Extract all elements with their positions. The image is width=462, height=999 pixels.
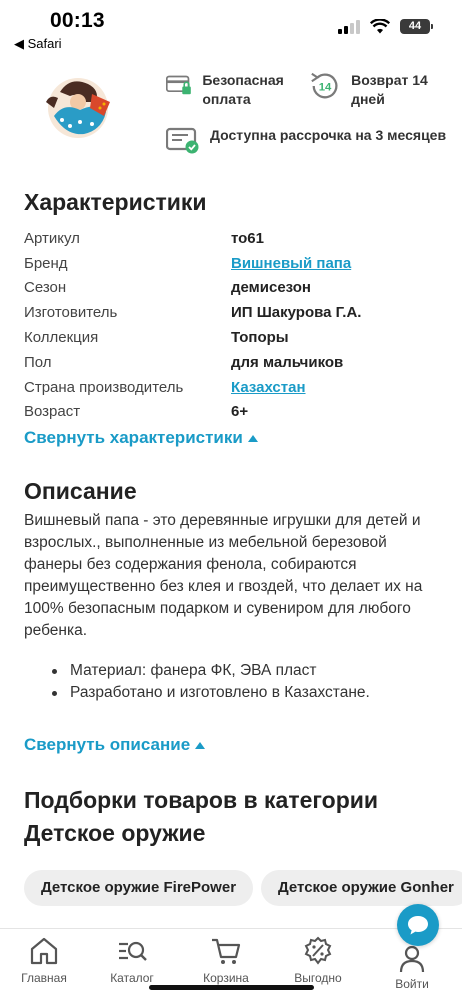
- return-badge-number: 14: [318, 81, 332, 94]
- clock: 00:13: [50, 9, 105, 32]
- char-row-brand: [24, 251, 444, 276]
- list-item: Материал: фанера ФК, ЭВА пласт: [52, 660, 452, 682]
- discount-badge-icon: [302, 935, 334, 967]
- description-text: Вишневый папа - это деревянные игрушки для детей и взрослых., выполненные из мебельной березовой фанеры без содержания фенола, собираются преимущественно без клея и гвоздей, что делает их на 100% безопасным подарком и сувениром для любого ребенка.: [24, 512, 423, 639]
- status-bar: [0, 0, 462, 56]
- perk-installment-label: Доступна рассрочка на 3 месяцев: [210, 127, 447, 143]
- tab-deals[interactable]: [278, 935, 358, 985]
- tab-catalog-label: Каталог: [110, 971, 154, 985]
- tab-cart[interactable]: [186, 935, 266, 985]
- user-icon: [396, 943, 428, 973]
- collection-chips: [24, 870, 462, 906]
- tab-deals-label: Выгодно: [294, 971, 342, 985]
- perk-installment: [166, 126, 456, 154]
- char-row-season: [24, 276, 444, 301]
- collection-chip[interactable]: Детское оружие Gonher: [261, 870, 462, 906]
- status-icons: [338, 19, 430, 34]
- tab-login[interactable]: [372, 943, 452, 991]
- tab-home[interactable]: [4, 935, 84, 985]
- char-key: Коллекция: [24, 329, 99, 347]
- tab-home-label: Главная: [21, 971, 67, 985]
- char-row-article: [24, 226, 444, 251]
- collapse-characteristics-button[interactable]: [24, 428, 259, 448]
- tab-cart-label: Корзина: [203, 971, 249, 985]
- list-item: Разработано и изготовлено в Казахстане.: [52, 682, 452, 704]
- card-lock-icon: [166, 71, 192, 99]
- tab-catalog[interactable]: [92, 935, 172, 985]
- char-value: для мальчиков: [231, 353, 344, 371]
- collection-chip[interactable]: Детское оружие FirePower: [24, 870, 253, 906]
- char-value: то61: [231, 229, 264, 247]
- chat-button[interactable]: [397, 904, 439, 946]
- collapse-characteristics-label: Свернуть характеристики: [24, 428, 243, 447]
- home-indicator: [149, 985, 314, 990]
- char-row-collection: [24, 325, 444, 350]
- wifi-icon: [370, 19, 390, 34]
- signal-icon: [338, 20, 360, 34]
- char-row-gender: [24, 350, 444, 375]
- installment-check-icon: [166, 126, 200, 154]
- description-bullets: [52, 660, 452, 704]
- char-value: 6+: [231, 403, 249, 421]
- return-14-days-icon: [309, 71, 341, 101]
- collections-title: Подборки товаров в категории Детское оружие: [24, 787, 379, 846]
- catalog-search-icon: [116, 935, 148, 967]
- perk-secure-payment-label: Безопасная оплата: [202, 72, 284, 107]
- char-key: Артикул: [24, 229, 80, 247]
- chat-bubble-icon: [406, 914, 430, 936]
- char-key: Пол: [24, 353, 52, 371]
- cart-icon: [210, 935, 242, 967]
- country-link[interactable]: Казахстан: [231, 378, 306, 396]
- characteristics-list: [24, 226, 444, 424]
- battery-icon: 44: [400, 19, 430, 34]
- perk-return: [309, 71, 459, 109]
- char-row-country: [24, 375, 444, 400]
- back-to-safari-link[interactable]: ◀ Safari: [14, 36, 62, 51]
- char-value: ИП Шакурова Г.А.: [231, 304, 362, 322]
- char-row-manufacturer: [24, 300, 444, 325]
- characteristics-title: Характеристики: [24, 189, 207, 215]
- char-key: Страна производитель: [24, 378, 184, 396]
- char-key: Бренд: [24, 254, 68, 272]
- perk-secure-payment: [166, 71, 306, 109]
- char-key: Сезон: [24, 279, 67, 297]
- brand-link[interactable]: Вишневый папа: [231, 254, 352, 272]
- char-value: демисезон: [231, 279, 311, 297]
- collapse-description-button[interactable]: [24, 735, 206, 755]
- seller-logo[interactable]: [40, 72, 116, 144]
- char-key: Изготовитель: [24, 304, 118, 322]
- tab-login-label: Войти: [395, 977, 429, 991]
- home-icon: [28, 935, 60, 967]
- collapse-description-label: Свернуть описание: [24, 735, 191, 754]
- char-row-age: [24, 400, 444, 425]
- perk-return-label: Возврат 14 дней: [351, 72, 428, 107]
- caret-up-icon: [247, 434, 259, 443]
- description-title: Описание: [24, 478, 137, 504]
- char-value: Топоры: [231, 329, 289, 347]
- caret-up-icon: [194, 741, 206, 750]
- char-key: Возраст: [24, 403, 81, 421]
